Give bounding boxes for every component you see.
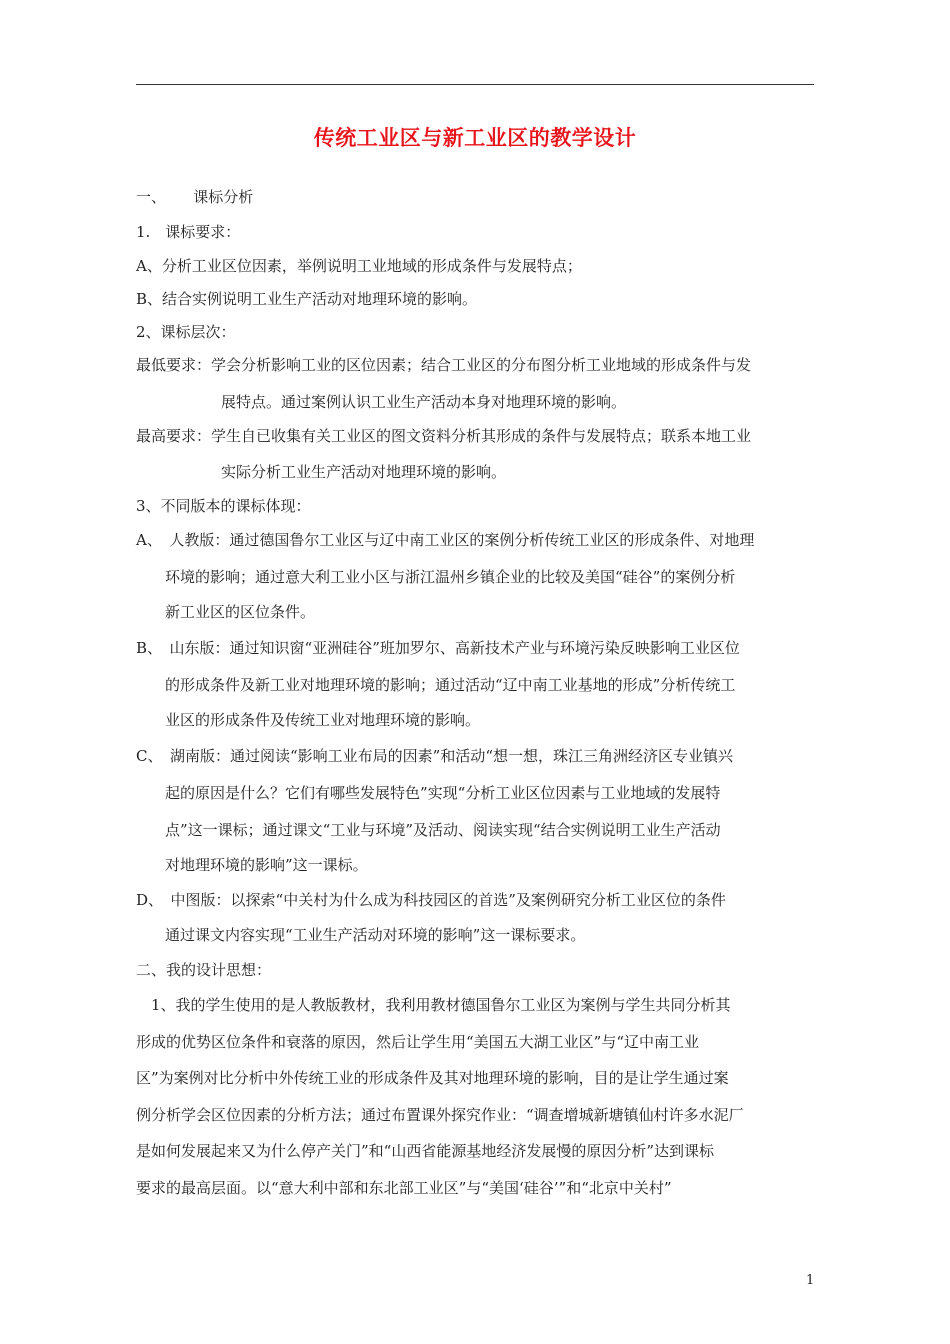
document-title: 传统工业区与新工业区的教学设计 bbox=[313, 126, 637, 150]
levels-heading: 2、课标层次： bbox=[136, 323, 236, 341]
version-c-line-3: 点”这一课标；通过课文“工业与环境”及活动、阅读实现“结合实例说明工业生产活动 bbox=[165, 821, 721, 839]
paragraph-1-line-3: 区”为案例对比分析中外传统工业的形成条件及其对地理环境的影响，目的是让学生通过案 bbox=[136, 1069, 729, 1087]
version-b-line-3: 业区的形成条件及传统工业对地理环境的影响。 bbox=[165, 711, 481, 729]
level-high-line-2: 实际分析工业生产活动对地理环境的影响。 bbox=[221, 463, 507, 481]
paragraph-1-line-5: 是如何发展起来又为什么停产关门”和“山西省能源基地经济发展慢的原因分析”达到课标 bbox=[136, 1142, 715, 1160]
version-c-line-2: 起的原因是什么？它们有哪些发展特色”实现“分析工业区位因素与工业地域的发展特 bbox=[165, 784, 721, 802]
version-c-line-1: C、 湖南版：通过阅读“影响工业布局的因素”和活动“想一想，珠江三角洲经济区专业镇兴 bbox=[136, 747, 733, 765]
version-d-line-1: D、 中图版：以探索“中关村为什么成为科技园区的首选”及案例研究分析工业区位的条件 bbox=[136, 891, 726, 909]
paragraph-1-line-6: 要求的最高层面。以“意大利中部和东北部工业区”与“美国‘硅谷’”和“北京中关村” bbox=[136, 1179, 672, 1197]
version-c-line-4: 对地理环境的影响”这一课标。 bbox=[165, 856, 368, 874]
version-b-line-1: B、 山东版：通过知识窗“亚洲硅谷”班加罗尔、高新技术产业与环境污染反映影响工业区位 bbox=[136, 639, 740, 657]
versions-heading: 3、不同版本的课标体现： bbox=[136, 497, 311, 515]
paragraph-1-line-1: 1、我的学生使用的是人教版教材，我利用教材德国鲁尔工业区为案例与学生共同分析其 bbox=[136, 996, 731, 1014]
requirement-b: B、结合实例说明工业生产活动对地理环境的影响。 bbox=[136, 290, 478, 308]
version-a-line-1: A、 人教版：通过德国鲁尔工业区与辽中南工业区的案例分析传统工业区的形成条件、对地理 bbox=[136, 531, 755, 549]
version-a-line-3: 新工业区的区位条件。 bbox=[165, 603, 316, 621]
paragraph-1-line-2: 形成的优势区位条件和衰落的原因，然后让学生用“美国五大湖工业区”与“辽中南工业 bbox=[136, 1033, 700, 1051]
requirement-a: A、分析工业区位因素，举例说明工业地域的形成条件与发展特点； bbox=[136, 257, 582, 275]
version-d-line-2: 通过课文内容实现“工业生产活动对环境的影响”这一课标要求。 bbox=[165, 926, 586, 944]
level-high-line-1: 最高要求：学生自已收集有关工业区的图文资料分析其形成的条件与发展特点；联系本地工业 bbox=[136, 427, 752, 445]
requirements-heading: 1. 课标要求： bbox=[136, 223, 241, 241]
page-number: 1 bbox=[806, 1273, 815, 1288]
version-a-line-2: 环境的影响；通过意大利工业小区与浙江温州乡镇企业的比较及美国“硅谷”的案例分析 bbox=[165, 568, 736, 586]
header-rule bbox=[136, 84, 814, 85]
level-low-line-1: 最低要求：学会分析影响工业的区位因素；结合工业区的分布图分析工业地域的形成条件与发 bbox=[136, 356, 752, 374]
level-low-line-2: 展特点。通过案例认识工业生产活动本身对地理环境的影响。 bbox=[221, 393, 627, 411]
version-b-line-2: 的形成条件及新工业对地理环境的影响；通过活动“辽中南工业基地的形成”分析传统工 bbox=[165, 676, 736, 694]
paragraph-1-line-4: 例分析学会区位因素的分析方法；通过布置课外探究作业：“调查增城新塘镇仙村许多水泥厂 bbox=[136, 1106, 744, 1124]
section-heading-2: 二、我的设计思想： bbox=[136, 961, 272, 979]
section-heading-1: 一、 课标分析 bbox=[136, 188, 254, 206]
